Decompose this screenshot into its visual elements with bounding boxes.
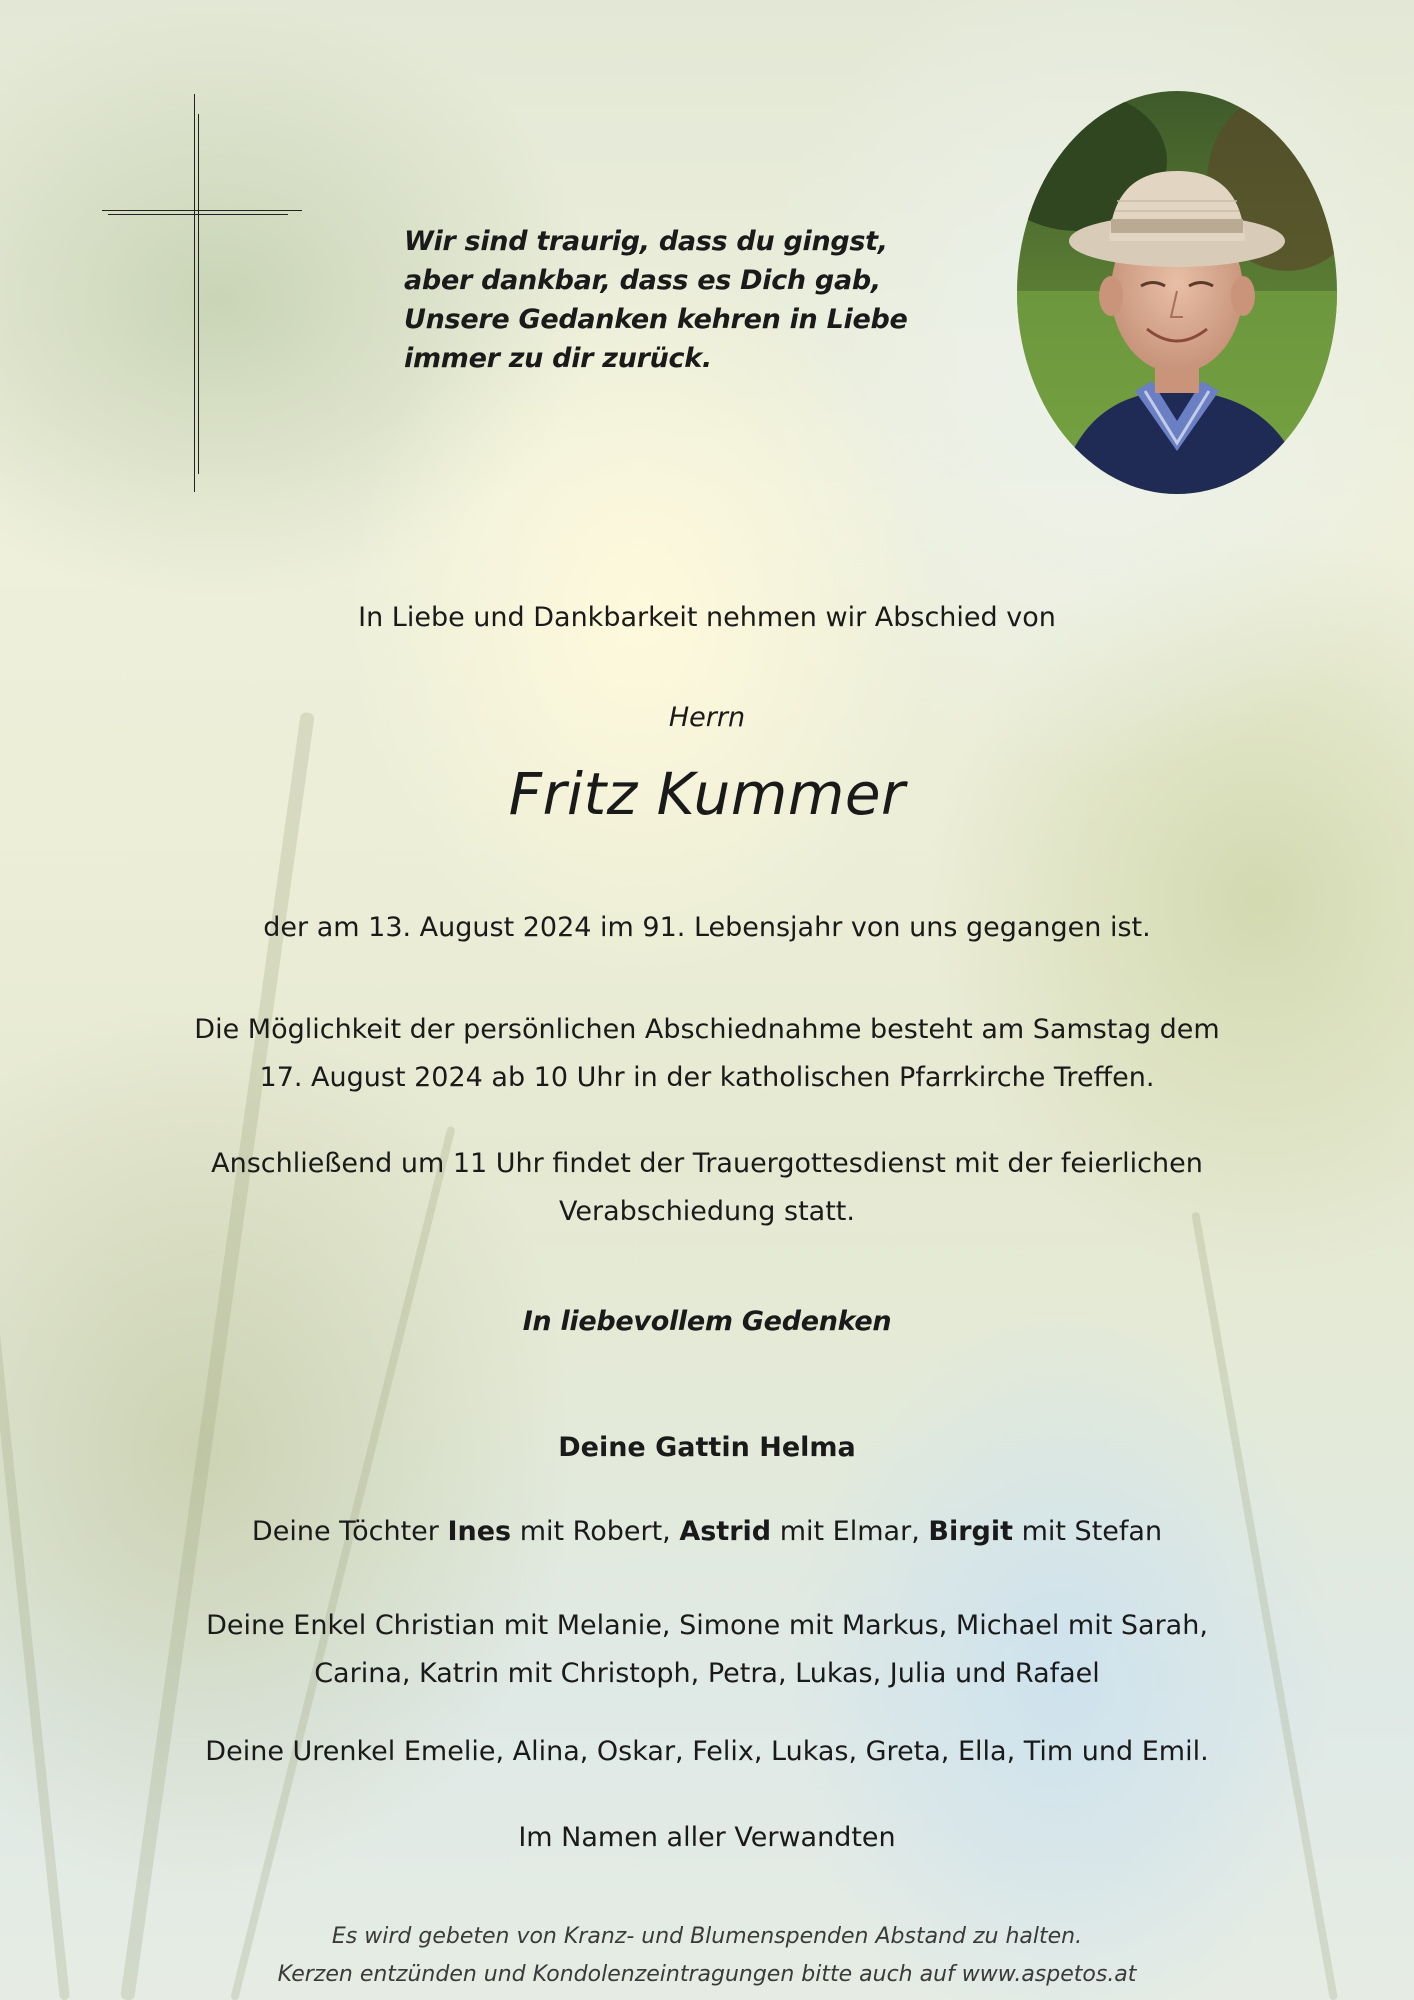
memorial-poem <box>404 222 924 378</box>
footer-line: Es wird gebeten von Kranz- und Blumenspenden Abstand zu halten. <box>331 1924 1083 1949</box>
mourner-grandchildren <box>0 1602 1414 1698</box>
daughter-name: Ines <box>447 1516 512 1547</box>
grandchildren-line: Carina, Katrin mit Christoph, Petra, Lukas, Julia und Rafael <box>314 1658 1100 1689</box>
salutation: Herrn <box>668 702 746 733</box>
daughter-spouse: mit Robert, <box>511 1516 680 1547</box>
viewing-line: 17. August 2024 ab 10 Uhr in der katholischen Pfarrkirche Treffen. <box>259 1062 1155 1093</box>
daughter-spouse: mit Stefan <box>1013 1516 1163 1547</box>
background-tree-trunk <box>230 1126 455 2000</box>
grandchildren-line: Deine Enkel Christian mit Melanie, Simone mit Markus, Michael mit Sarah, <box>206 1610 1208 1641</box>
poem-line: Wir sind traurig, dass du gingst, <box>404 226 888 257</box>
daughters-prefix: Deine Töchter <box>251 1516 448 1547</box>
portrait-photo <box>1017 91 1337 494</box>
mourner-wife: Deine Gattin Helma <box>558 1432 856 1463</box>
mourner-great-grandchildren: Deine Urenkel Emelie, Alina, Oskar, Felix, Lukas, Greta, Ella, Tim und Emil. <box>205 1736 1209 1767</box>
daughter-spouse: mit Elmar, <box>771 1516 929 1547</box>
footer-note <box>0 1918 1414 1994</box>
memory-heading: In liebevollem Gedenken <box>522 1306 892 1337</box>
poem-line: aber dankbar, dass es Dich gab, <box>404 265 881 296</box>
daughter-name: Astrid <box>679 1516 772 1547</box>
service-line: Verabschiedung statt. <box>559 1196 855 1227</box>
footer-line: Kerzen entzünden und Kondolenzeintragungen bitte auch auf www.aspetos.at <box>277 1962 1137 1987</box>
cross-icon <box>102 94 302 492</box>
service-info <box>0 1140 1414 1236</box>
mourner-daughters <box>0 1516 1414 1547</box>
mourner-relatives: Im Namen aller Verwandten <box>518 1822 896 1853</box>
farewell-intro: In Liebe und Dankbarkeit nehmen wir Abschied von <box>358 602 1056 633</box>
viewing-line: Die Möglichkeit der persönlichen Abschiednahme besteht am Samstag dem <box>194 1014 1220 1045</box>
daughter-name: Birgit <box>928 1516 1013 1547</box>
deceased-name: Fritz Kummer <box>508 760 906 828</box>
viewing-info <box>0 1006 1414 1102</box>
service-line: Anschließend um 11 Uhr findet der Trauergottesdienst mit der feierlichen <box>211 1148 1203 1179</box>
death-date-line: der am 13. August 2024 im 91. Lebensjahr von uns gegangen ist. <box>263 912 1151 943</box>
poem-line: Unsere Gedanken kehren in Liebe <box>404 304 908 335</box>
poem-line: immer zu dir zurück. <box>404 343 712 374</box>
